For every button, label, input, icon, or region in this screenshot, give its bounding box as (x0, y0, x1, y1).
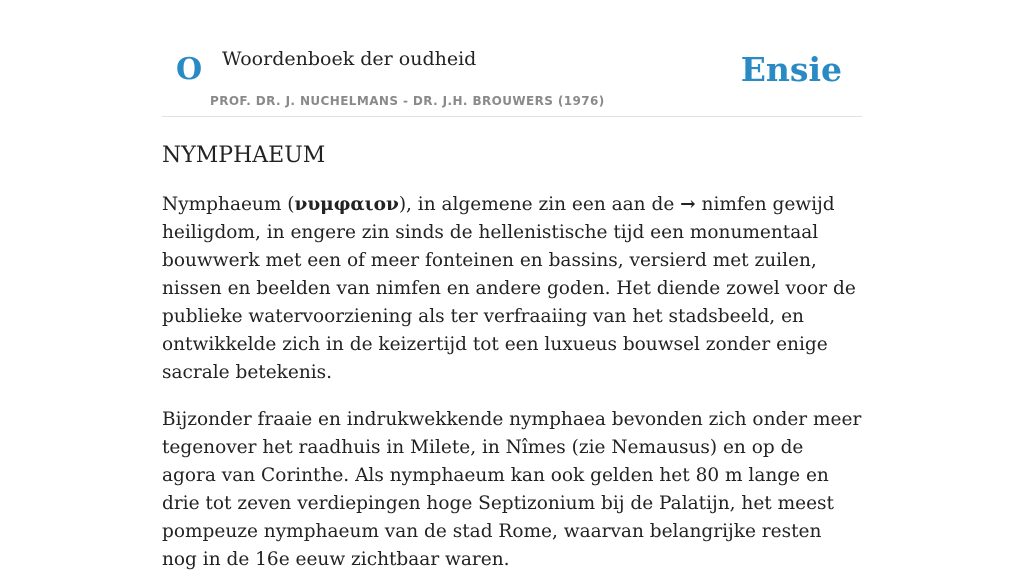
entry-paragraph-2: Bijzonder fraaie en indrukwekkende nymphaea bevonden zich onder meer tegenover het raadhuis in Milete, in Nîmes (zie Nemausus) en op de agora van Corinthe. Als nymphaeum kan ook gelden het 80 m lange en drie tot zeven verdiepingen hoge Septizonium bij de Palatijn, het meest pompeuze nymphaeum van de stad Rome, waarvan belangrijke resten nog in de 16e eeuw zichtbaar waren. (162, 409, 862, 570)
entry-title: NYMPHAEUM (162, 143, 326, 168)
book-title[interactable]: Woordenboek der oudheid (222, 48, 477, 70)
cross-reference-arrow-icon[interactable]: → (680, 194, 696, 215)
dictionary-logo[interactable]: O (176, 52, 203, 87)
greek-term: νυμφαιον (294, 194, 399, 215)
p1-text-mid: ), in algemene zin een aan de (398, 194, 681, 215)
header (162, 0, 862, 117)
authors-line: PROF. DR. J. NUCHELMANS - DR. J.H. BROUWERS (1976) (210, 94, 605, 108)
entry-paragraph-1 (162, 191, 862, 387)
p1-text-start: Nymphaeum ( (162, 194, 295, 215)
ensie-logo-link[interactable]: Ensie (740, 50, 842, 89)
p1-text-end: nimfen gewijd heiligdom, in engere zin sinds de hellenistische tijd een monumentaal bouwwerk met een of meer fonteinen en bassins, versierd met zuilen, nissen en beelden van nimfen en andere goden. Het diende zowel voor de publieke watervoorziening als ter verfraaiing van het stadsbeeld, en ontwikkelde zich in de keizertijd tot een luxueus bouwsel zonder enige sacrale betekenis. (162, 194, 856, 383)
page (162, 0, 862, 574)
